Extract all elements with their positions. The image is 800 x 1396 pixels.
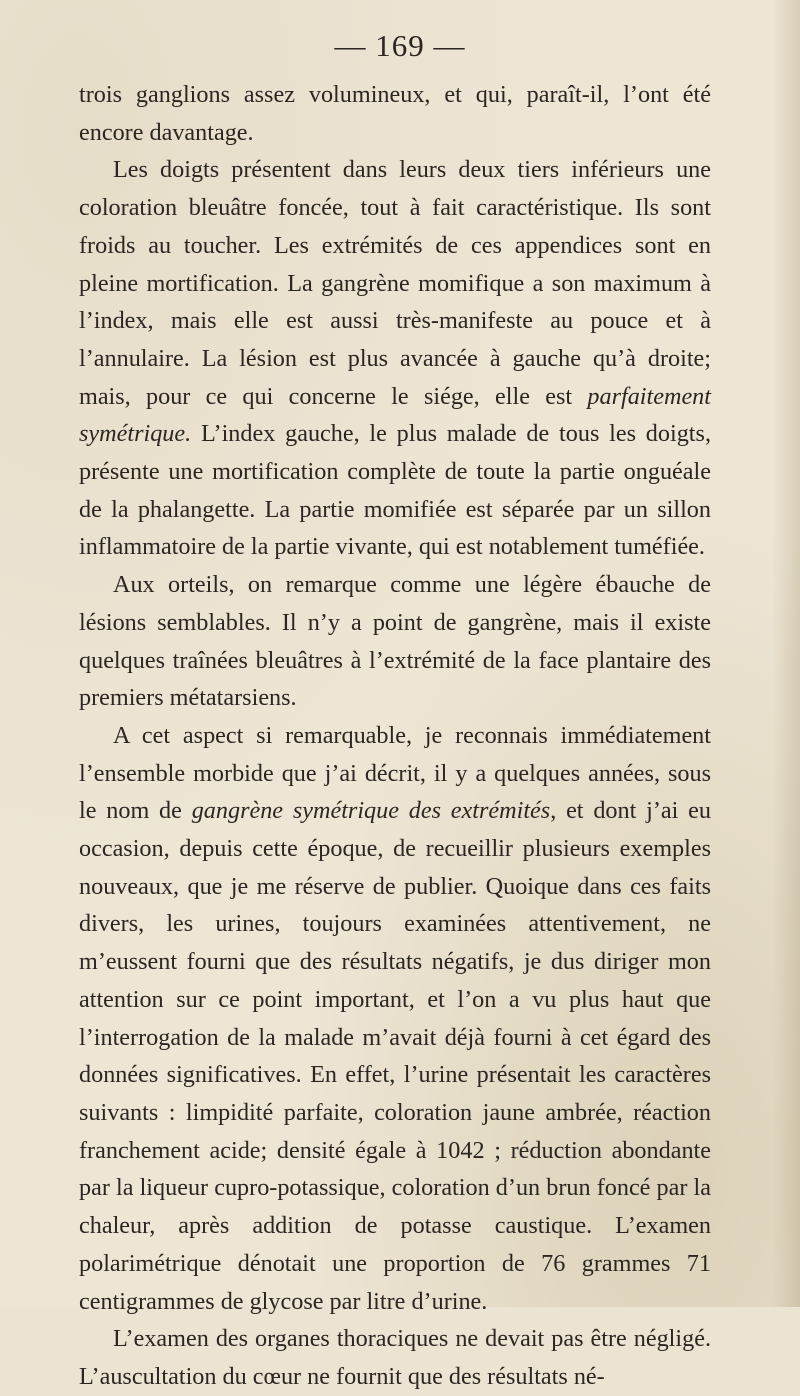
emphasis-gangrene-title: gangrène symétrique des extrémités — [191, 797, 551, 825]
paragraph-fingers-part-1: Les doigts présentent dans leurs deux tiers inférieurs une coloration bleuâtre foncée, tout à fait caractéristique. Ils sont froids au toucher. Les extrémités de ces appendices sont en pleine mortification. La gangrène momifique a son maximum à l’index, mais elle est aussi très-manifeste au pouce et à l’annulaire. La lésion est plus avancée à gauche qu’à droite; mais, pour ce qui concerne le siége, elle est — [79, 156, 711, 410]
paragraph-diagnosis-part-2: , et dont j’ai eu occasion, depuis cette époque, de recueillir plusieurs exemples nouveaux, que je me réserve de publier. Quoique dans ces faits divers, les urines, toujours examinées attentivement, ne m’eussent fourni que des résultats négatifs, je dus diriger mon attention sur ce point important, et l’on a vu plus haut que l’interrogation de la malade m’avait déjà fourni à cet égard des données significatives. En effet, l’urine présentait les caractères suivants : limpidité parfaite, coloration jaune ambrée, réaction franchement acide; densité égale à 1042 ; réduction abondante par la liqueur cupro-potassique, coloration d’un brun foncé par la chaleur, après addition de potasse caustique. L’examen polarimétrique dénotait une proportion de 76 grammes 71 centigrammes de glycose par litre d’urine. — [79, 797, 711, 1315]
paragraph-fingers — [79, 151, 711, 566]
emphasis-symmetric: parfaitement symétrique. — [79, 382, 711, 448]
paragraph-continuation: trois ganglions assez volumineux, et qui, paraît-il, l’ont été encore davantage. — [79, 81, 711, 146]
paragraph-diagnosis-part-1: A cet aspect si remarquable, je reconnais immédiatement l’ensemble morbide que j’ai décrit, il y a quelques années, sous le nom de — [79, 721, 711, 825]
page-edge-shadow — [772, 0, 800, 1307]
paragraph-diagnosis — [79, 717, 711, 1320]
page-body-text — [79, 76, 711, 1396]
page-number-header: — 169 — — [334, 28, 466, 63]
paragraph-thoracic: L’examen des organes thoraciques ne devait pas être négligé. L’auscultation du cœur ne fournit que des résultats né- — [79, 1325, 711, 1390]
paragraph-toes: Aux orteils, on remarque comme une légère ébauche de lésions semblables. Il n’y a point de gangrène, mais il existe quelques traînées bleuâtres à l’extrémité de la face plantaire des premiers métatarsiens. — [79, 571, 711, 712]
paragraph-fingers-part-2: L’index gauche, le plus malade de tous les doigts, présente une mortification complète de toute la partie onguéale de la phalangette. La partie momifiée est séparée par un sillon inflammatoire de la partie vivante, qui est notablement tuméfiée. — [79, 420, 711, 561]
